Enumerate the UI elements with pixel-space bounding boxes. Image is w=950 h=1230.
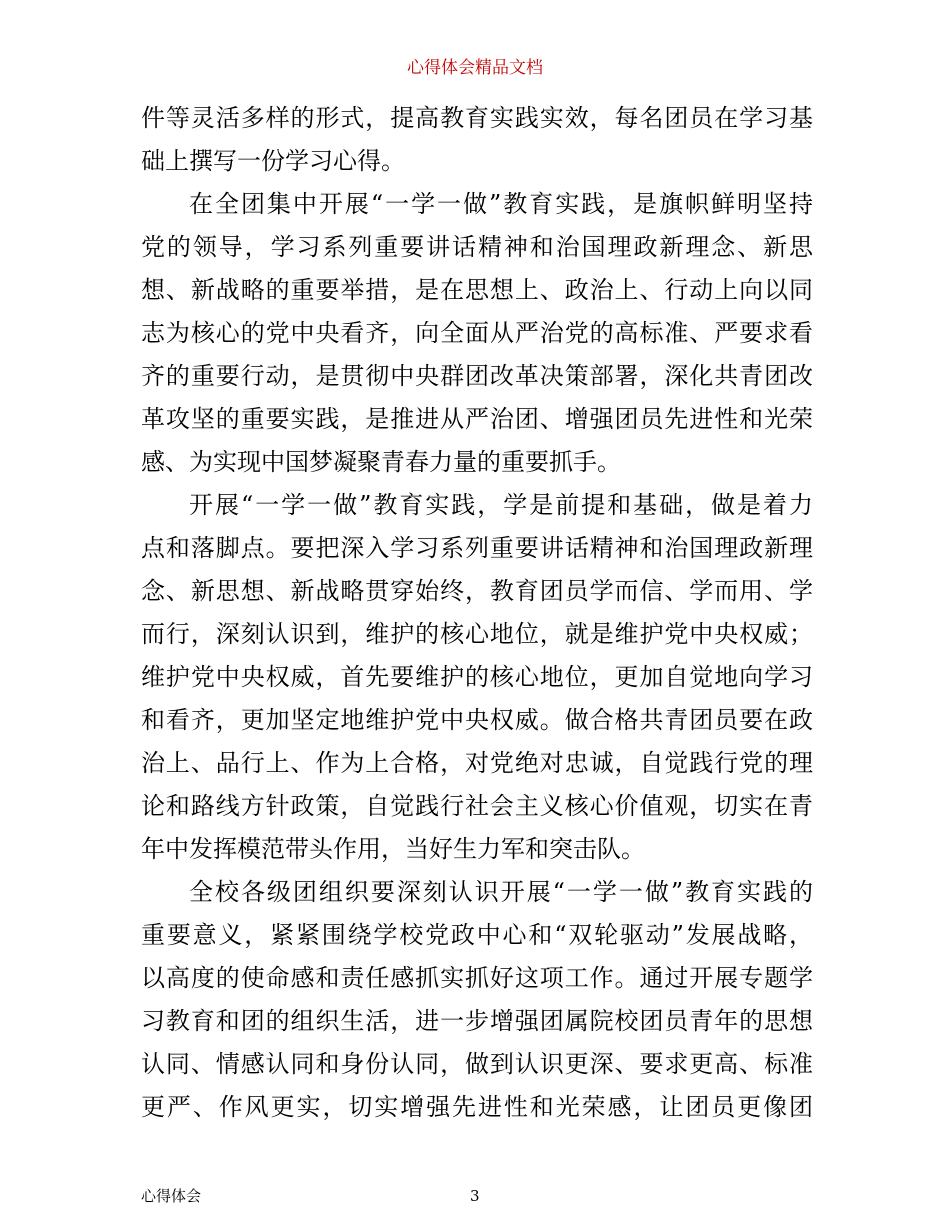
text-line: 和看齐，更加坚定地维护党中央权威。做合格共青团员要在政: [141, 706, 813, 734]
text-line: 更严、作风更实，切实增强先进性和光荣感，让团员更像团: [141, 1093, 813, 1121]
text-line: 认同、情感认同和身份认同，做到认识更深、要求更高、标准: [141, 1050, 813, 1078]
paragraph-first-line: 开展“一学一做”教育实践，学是前提和基础，做是着力: [189, 491, 813, 519]
page-number: 3: [470, 1187, 480, 1205]
text-line: 维护党中央权威，首先要维护的核心地位，更加自觉地向学习: [141, 663, 813, 691]
text-line: 以高度的使命感和责任感抓实抓好这项工作。通过开展专题学: [141, 964, 813, 992]
footer-label: 心得体会: [141, 1187, 202, 1205]
document-body: [141, 97, 813, 1129]
text-line: 件等灵活多样的形式，提高教育实践实效，每名团员在学习基: [141, 104, 813, 132]
text-line: 论和路线方针政策，自觉践行社会主义核心价值观，切实在青: [141, 792, 813, 820]
text-line: 念、新思想、新战略贯穿始终，教育团员学而信、学而用、学: [141, 577, 813, 605]
text-line: 而行，深刻认识到，维护的核心地位，就是维护党中央权威；: [141, 620, 813, 648]
paragraph-first-line: 全校各级团组织要深刻认识开展“一学一做”教育实践的: [189, 878, 813, 906]
page-header: 心得体会精品文档: [407, 58, 543, 78]
text-line: 齐的重要行动，是贯彻中央群团改革决策部署，深化共青团改: [141, 362, 813, 390]
text-line: 点和落脚点。要把深入学习系列重要讲话精神和治国理政新理: [141, 534, 813, 562]
text-line: 志为核心的党中央看齐，向全面从严治党的高标准、严要求看: [141, 319, 813, 347]
text-line: 治上、品行上、作为上合格，对党绝对忠诚，自觉践行党的理: [141, 749, 813, 777]
text-line: 年中发挥模范带头作用，当好生力军和突击队。: [141, 835, 645, 863]
text-line: 习教育和团的组织生活，进一步增强团属院校团员青年的思想: [141, 1007, 813, 1035]
paragraph-first-line: 在全团集中开展“一学一做”教育实践，是旗帜鲜明坚持: [189, 190, 813, 218]
text-line: 革攻坚的重要实践，是推进从严治团、增强团员先进性和光荣: [141, 405, 813, 433]
text-line: 感、为实现中国梦凝聚青春力量的重要抓手。: [141, 448, 621, 476]
text-line: 党的领导，学习系列重要讲话精神和治国理政新理念、新思: [141, 233, 813, 261]
text-line: 础上撰写一份学习心得。: [141, 147, 405, 175]
text-line: 重要意义，紧紧围绕学校党政中心和“双轮驱动”发展战略，: [141, 921, 813, 949]
text-line: 想、新战略的重要举措，是在思想上、政治上、行动上向以同: [141, 276, 813, 304]
